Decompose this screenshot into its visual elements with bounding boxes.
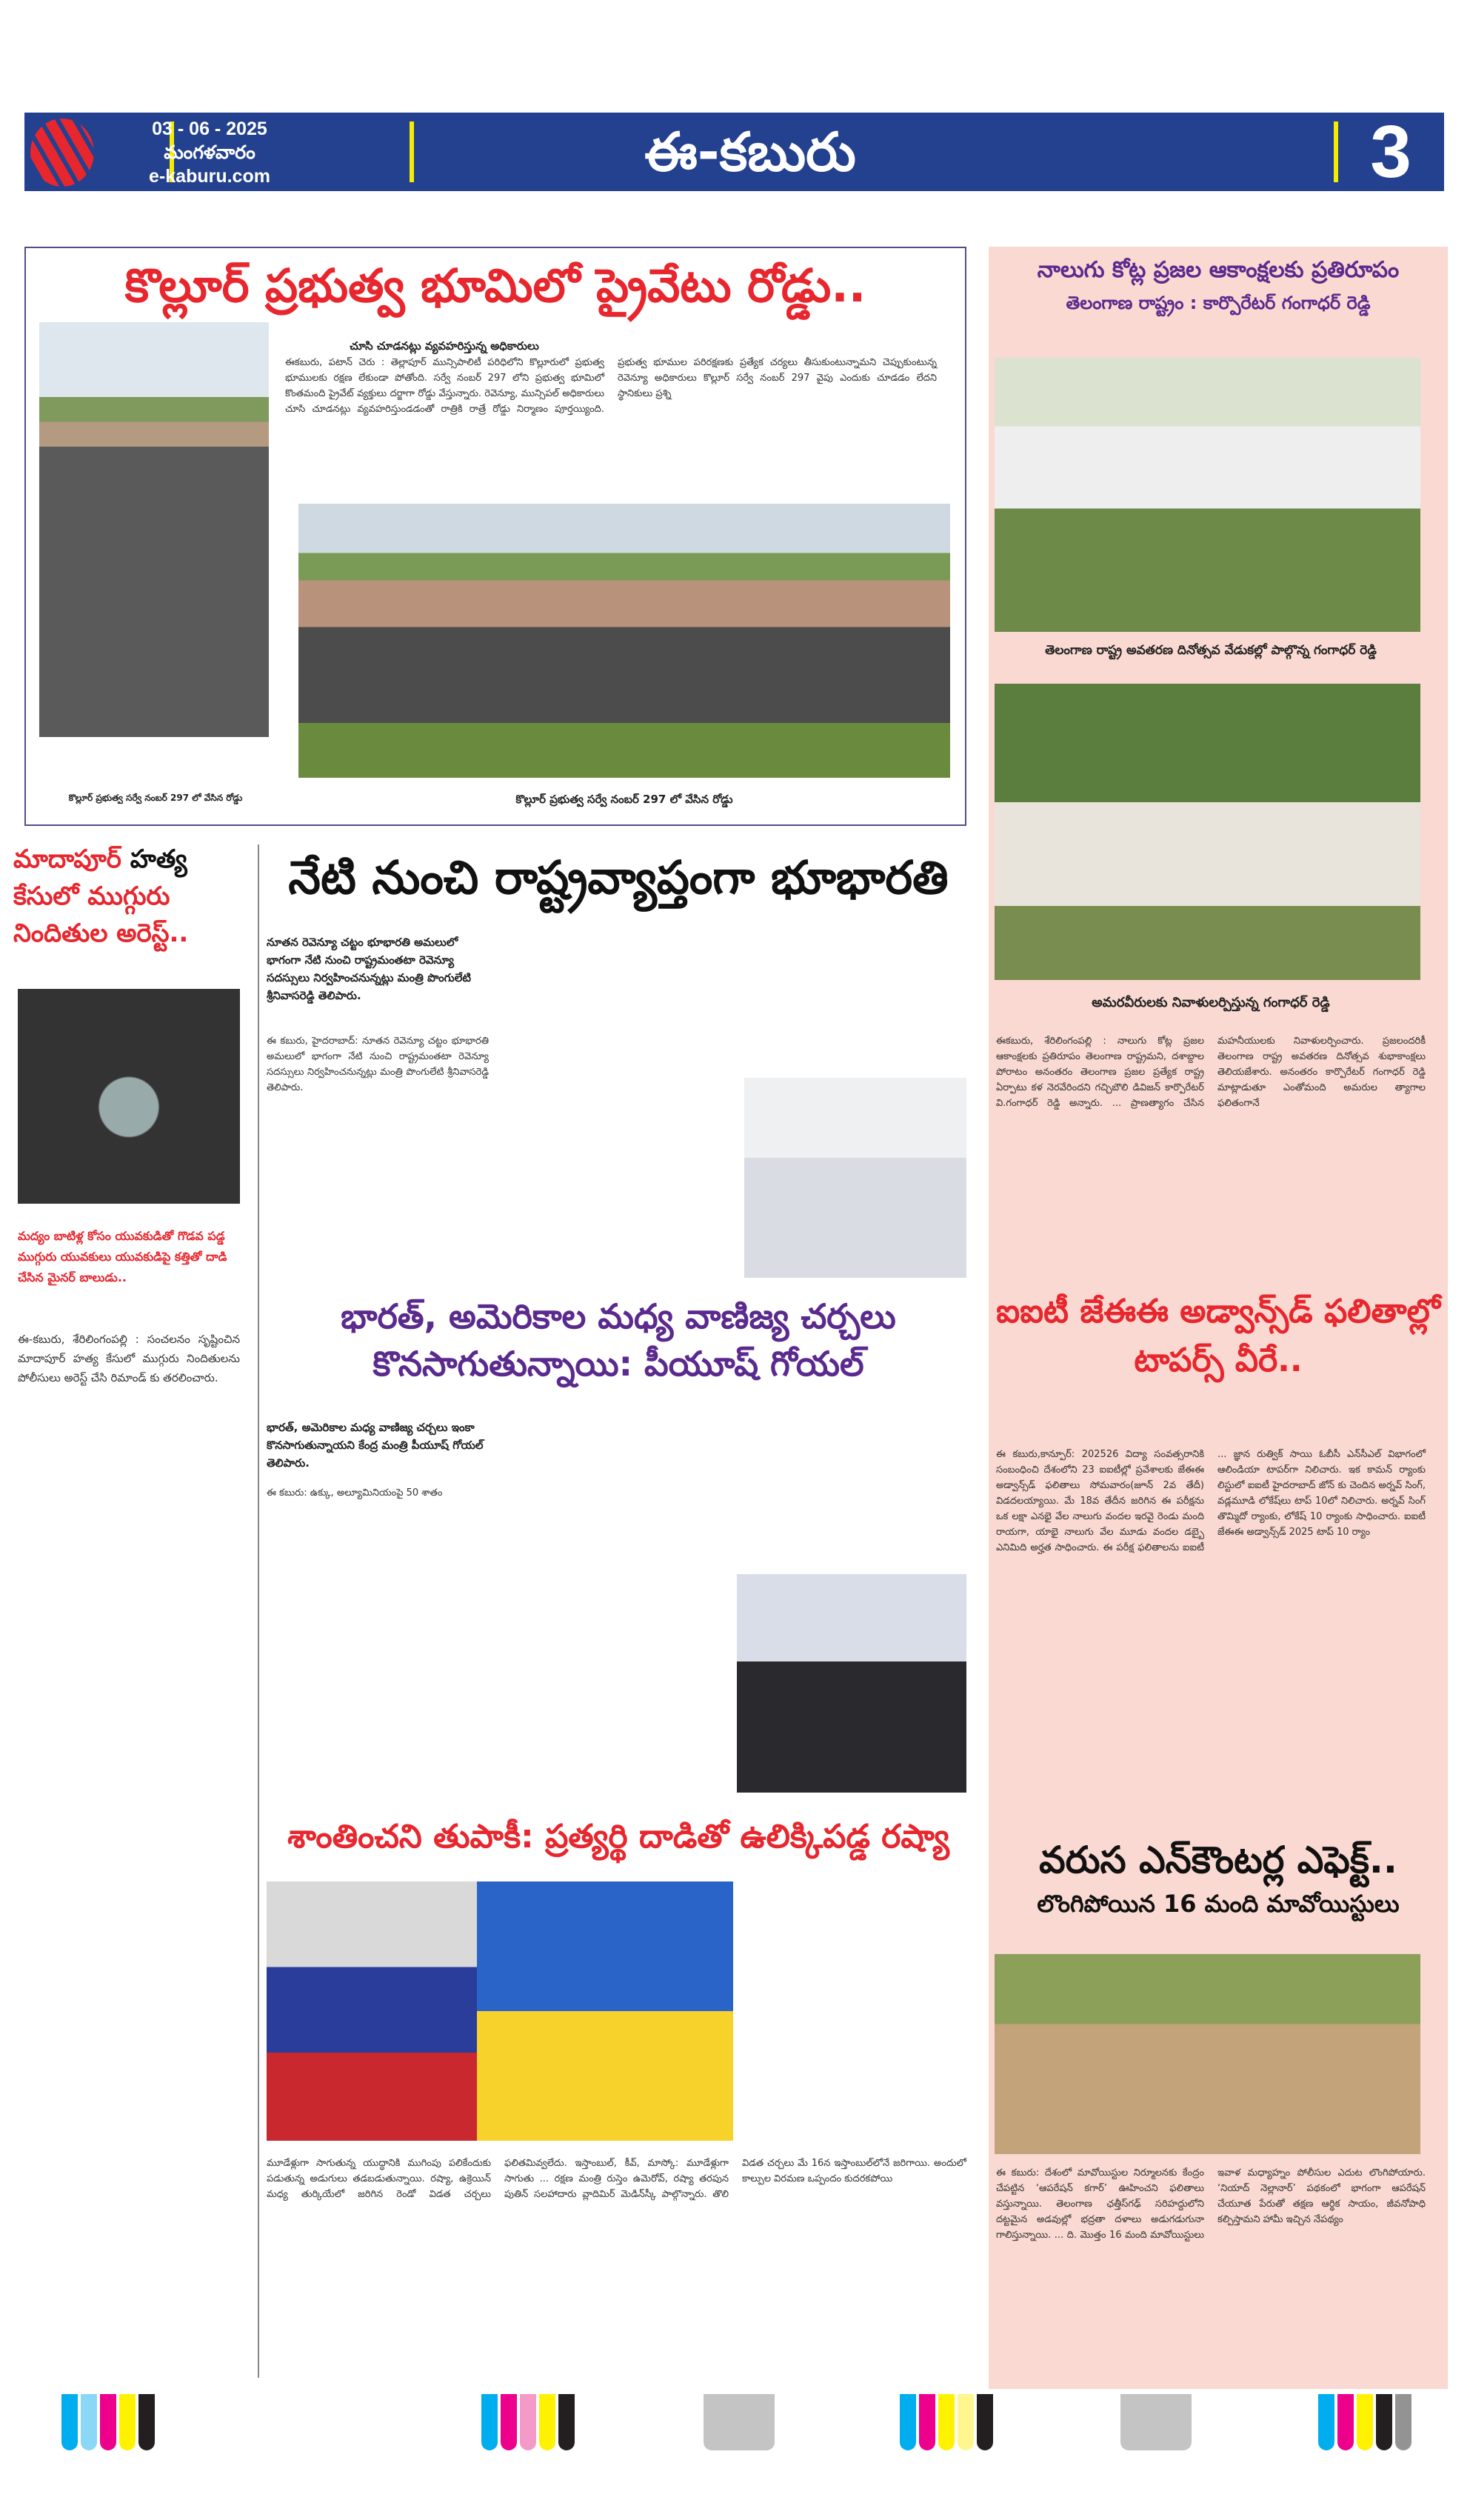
article-madhapur: [13, 841, 250, 2381]
body-text: ఈ-కబురు, శేరిలింగంపల్లి : సంచలనం సృష్టించిన మాదాపూర్ హత్య కేసులో ముగ్గురు నిందితులను పోలీసులు అరెస్ట్ చేసి రిమాండ్ కు తరలించారు.: [18, 1333, 240, 1384]
minister-photo: [744, 1078, 966, 1278]
headline-line-1: భారత్, అమెరికాల మధ్య వాణిజ్య చర్చలు: [341, 1296, 896, 1336]
newspaper-title: ఈ-కబురు: [644, 121, 856, 183]
photo-caption: తెలంగాణ రాష్ట్ర అవతరణ దినోత్సవ వేడుకల్లో పాల్గొన్న గంగాధర్ రెడ్డి: [1045, 643, 1377, 658]
flags-photo: [267, 1881, 733, 2141]
road-photo-small: [39, 322, 269, 737]
article-bhubharati: [267, 841, 970, 1289]
headline: కొల్లూర్ ప్రభుత్వ భూమిలో ప్రైవేటు రోడ్డు..: [124, 259, 866, 313]
headline-part: కేసులో ముగ్గురు నిందితుల అరెస్ట్..: [13, 881, 189, 948]
subhead: చూసి చూడనట్లు వ్యవహరిస్తున్న అధికారులు: [350, 339, 539, 353]
body-text: మూడేళ్లుగా సాగుతున్న యుద్ధానికి ముగింపు పలికేందుకు పడుతున్న అడుగులు తడబడుతున్నాయి. రష్యా, ఉక్రెయిన్ మధ్య తుర్కియేలో జరిగిన రెండో విడత చర్చలు ఫలితమివ్వలేదు. ఇస్తాంబుల్, కీవ్, మాస్కో: మూడేళ్లుగా సాగుతు ... రక్షణ మంత్రి రుస్తెం ఉమెరోవ్, రష్యా తరపున పుతిన్ సలహాదారు వ్లాదిమిర్ మెడిన్‌స్కీ పాల్గొన్నారు. తొలి విడత చర్చలు మే 16న ఇస్తాంబుల్‌లోనే జరిగాయి. అందులో కాల్పుల విరమణ ఒప్పందం కుదరకపోయి: [267, 2158, 966, 2200]
color-registration-bar: [1318, 2394, 1411, 2450]
photo-caption: కొల్లూర్ ప్రభుత్వ సర్వే నంబర్ 297 లో వేసిన రోడ్డు: [68, 793, 243, 803]
issue-date: 03 - 06 - 2025: [152, 119, 267, 139]
right-column: [989, 247, 1448, 2389]
article-kollur: [24, 247, 966, 826]
photo-caption: కొల్లూర్ ప్రభుత్వ సర్వే నంబర్ 297 లో వేసిన రోడ్డు: [515, 793, 733, 806]
divider: [1334, 121, 1338, 182]
color-registration-bar: [481, 2394, 575, 2450]
subheadline: లొంగిపోయిన 16 మంది మావోయిస్టులు: [1037, 1890, 1400, 1918]
headline: వరుస ఎన్‌కౌంటర్ల ఎఫెక్ట్..: [1039, 1839, 1397, 1881]
column-divider: [258, 844, 259, 2378]
date-box: [136, 117, 284, 188]
piyush-goyal-photo: [737, 1574, 966, 1793]
body-text: ఈ కబురు, హైదరాబాద్: నూతన రెవెన్యూ చట్టం భూభారతి అమలులో భాగంగా నేటి నుంచి రాష్ట్రమంతటా రెవెన్యూ సదస్సులు నిర్వహించనున్నట్లు మంత్రి పొంగులేటి శ్రీనివాసరెడ్డి తెలిపారు.: [267, 1036, 489, 1093]
body-text: ఈ కబురు,కాన్పూర్: 202526 విద్యా సంవత్సరానికి సంబంధించి దేశంలోని 23 ఐఐటీల్లో ప్రవేశాలకు జేఈఈ అడ్వాన్స్‌డ్ ఫలితాలు సోమవారం(జూన్ 2వ తేదీ) విడదలయ్యాయి. మే 18వ తేదీన జరిగిన ఈ పరీక్షను ఒక లక్షా ఎనభై వేల నాలుగు వందల ఇరవై రెండు మంది రాయగా, యాభై నాలుగు వేల మూడు వందల డబ్బై ఎనిమిది అర్హత సాధించారు. ఈ పరీక్ష ఫలితాలను ఐఐటీ ... జ్ఞాన రుత్విక్ సాయి ఓబీసీ ఎన్‌సీఎల్ విభాగంలో ఆలిండియా టాపర్‌గా నిలిచారు. ఇక కామన్ ర్యాంకు లిస్టులో ఐఐటీ హైదరాబాద్ జోన్ కు చెందిన అర్నవ్ సింగ్, వడ్లమూడి లోకేష్‌లు టాప్ 10లో నిలిచారు. అర్నవ్ సింగ్ తొమ్మిదో ర్యాంకు, లోకేష్ 10 ర్యాంకు సాధించారు. ఐఐటీ జేఈఈ అడ్వాన్స్‌డ్ 2025 టాప్ 10 ర్యాం: [996, 1449, 1426, 1553]
body-text: ఈ కబురు: ఉక్కు, అల్యూమినియంపై 50 శాతం: [267, 1487, 443, 1499]
tribute-photo: [995, 684, 1420, 980]
kicker: నూతన రెవెన్యూ చట్టం భూభారతి అమలులో భాగంగా నేటి నుంచి రాష్ట్రమంతటా రెవెన్యూ సదస్సులు నిర్వహించనున్నట్లు మంత్రి పొంగులేటి శ్రీనివాసరెడ్డి తెలిపారు.: [267, 936, 471, 1002]
road-photo-main: [298, 504, 950, 778]
headline-line-2: కొనసాగుతున్నాయి: పీయూష్ గోయల్: [372, 1344, 864, 1384]
headline: నాలుగు కోట్ల ప్రజల ఆకాంక్షలకు ప్రతిరూపం: [1037, 257, 1400, 283]
weekday: మంగళవారం: [164, 142, 255, 163]
headline-part: హత్య: [130, 844, 187, 874]
kicker: మద్యం బాటిళ్ల కోసం యువకుడితో గొడవ పడ్డ ముగ్గురు యువకులు యువకుడిపై కత్తితో దాడి చేసిన మైనర్ బాలుడు..: [18, 1229, 227, 1284]
article-russia: [267, 1807, 970, 2385]
body-text: ఈకబురు, శేరిలింగంపల్లి : నాలుగు కోట్ల ప్రజల ఆకాంక్షలకు ప్రతిరూపం తెలంగాణ రాష్ట్రమని, దశాబ్దాల పోరాటం అనంతరం తెలంగాణ ప్రజల ప్రత్యేక రాష్ట్ర ఏర్పాటు కళ నెరవేరిందని గచ్చిబౌలి డివిజన్ కార్పొరేటర్ వి.గంగాధర్ రెడ్డి అన్నారు. ... ప్రాణత్యాగం చేసిన మహనీయులకు నివాళులర్పించారు. ప్రజలందరికీ తెలంగాణ రాష్ట్ర అవతరణ దినోత్సవ శుభాకాంక్షలు తెలియజేశారు. అనంతరం కార్పొరేటర్ గంగాధర్ రెడ్డి మాట్లాడుతూ ఎంతోమంది అమరుల త్యాగాల ఫలితంగానే: [996, 1036, 1426, 1109]
headline: నేటి నుంచి రాష్ట్రవ్యాప్తంగా భూభారతి: [288, 850, 949, 904]
subheadline: తెలంగాణ రాష్ట్రం : కార్పొరేటర్ గంగాధర్ రెడ్డి: [1066, 293, 1371, 313]
newspaper-logo-icon: [30, 119, 94, 187]
color-registration-bar: [704, 2394, 775, 2450]
photo-caption: అమరవీరులకు నివాళులర్పిస్తున్న గంగాధర్ రెడ్డి: [1092, 995, 1330, 1010]
color-registration-bar: [900, 2394, 993, 2450]
article-trade: [267, 1293, 970, 1804]
headline: ఐఐటీ జేఈఈ అడ్వాన్స్‌డ్ ఫలితాల్లో టాపర్స్ వీరే..: [996, 1293, 1440, 1379]
body-text: ఈ కబురు: దేశంలో మావోయిస్టుల నిర్మూలనకు కేంద్రం చేపట్టిన ‘ఆపరేషన్ కగార్’ ఊహించని ఫలితాలు వస్తున్నాయి. తెలంగాణ ఛత్తీస్‌గఢ్ సరిహద్దులోని దట్టమైన అడవుల్లో భద్రతా దళాలు అడుగడుగునా గాలిస్తున్నాయి. ... ది. మొత్తం 16 మంది మావోయిస్టులు ఇవాళ మధ్యాహ్నం పోలీసుల ఎదుట లొంగిపోయారు. ‘నియాద్ నెల్లానార్’ పథకంలో భాగంగా ఆపరేషన్ చేయూత పేరుతో తక్షణ ఆర్థిక సాయం, జీవనోపాధి కల్పిస్తామని హామీ ఇచ్చిన నేపథ్యం: [996, 2167, 1426, 2241]
color-registration-bar: [1120, 2394, 1192, 2450]
event-photo: [995, 358, 1420, 632]
headline: శాంతించని తుపాకీ: ప్రత్యర్థి దాడితో ఉలిక్కిపడ్డ రష్యా: [287, 1818, 949, 1856]
page-number: 3: [1370, 110, 1411, 193]
body-text: ఈకబురు, పటాన్ చెరు : తెల్లాపూర్ మున్సిపాలిటీ పరిధిలోని కొల్లూరులో ప్రభుత్వ భూములకు రక్షణ లేకుండా పోతోంది. సర్వే నంబర్ 297 లోని ప్రభుత్వ భూమిలో కొంతమంది ప్రైవేట్ వ్యక్తులు దర్జాగా రోడ్డు వేస్తున్నారు. రెవెన్యూ, మున్సిపల్ అధికారులు చూసి చూడనట్లు వ్యవహరిస్తుండడంతో రాత్రికి రాత్రే రోడ్డు నిర్మాణం పూర్తయ్యింది. ప్రభుత్వ భూముల పరిరక్షణకు ప్రత్యేక చర్యలు తీసుకుంటున్నామని చెప్పుకుంటున్న రెవెన్యూ అధికారులు కొల్లూర్ సర్వే నంబర్ 297 వైపు ఎందుకు చూడడం లేదని స్థానికులు ప్రశ్ని: [285, 357, 937, 415]
headline-part: మాదాపూర్: [13, 844, 121, 874]
masthead: [24, 110, 1444, 193]
maoist-photo: [995, 1954, 1420, 2154]
article-text: [285, 337, 937, 481]
kicker: భారత్, అమెరికాల మధ్య వాణిజ్య చర్చలు ఇంకా కొనసాగుతున్నాయని కేంద్ర మంత్రి పీయూష్ గోయల్ తెలిపారు.: [267, 1421, 484, 1470]
website-link[interactable]: e-kaburu.com: [149, 166, 270, 187]
divider: [410, 121, 414, 182]
russia-flag: [267, 1881, 477, 2141]
handcuffs-photo: [18, 989, 240, 1204]
color-registration-bar: [61, 2394, 155, 2450]
headline: [13, 841, 250, 952]
